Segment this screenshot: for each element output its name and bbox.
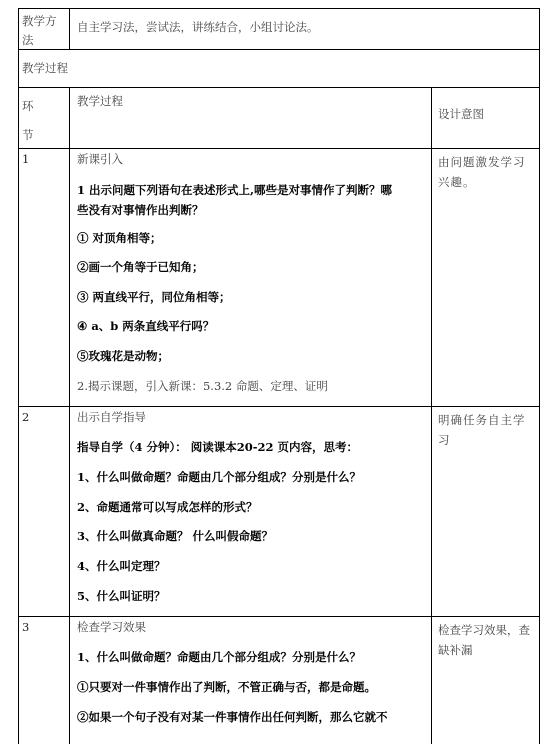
- row2-guide: 指导自学（4 分钟）： 阅读课本20-22 页内容，思考：: [77, 440, 359, 454]
- row2-item-1: 1、什么叫做命题？命题由几个部分组成？分别是什么？: [77, 470, 361, 484]
- row1-item-3: ③ 两直线平行，同位角相等；: [77, 290, 231, 304]
- row3-number: 3: [22, 620, 30, 634]
- process-title: 教学过程: [22, 61, 68, 75]
- row1-item-2: ②画一个角等于已知角；: [77, 260, 204, 274]
- table-border: [18, 8, 540, 9]
- table-border: [18, 49, 540, 50]
- table-border: [539, 8, 540, 744]
- row1-footer: 2.揭示课题，引入新课：5.3.2 命题、定理、证明: [77, 379, 328, 393]
- row1-item-1: ① 对顶角相等；: [77, 231, 162, 245]
- row1-question-line2: 些没有对事情作出判断？: [77, 203, 204, 217]
- method-value: 自主学习法，尝试法，讲练结合，小组讨论法。: [77, 20, 319, 34]
- row3-item-1: 1、什么叫做命题？命题由几个部分组成？分别是什么？: [77, 650, 361, 664]
- table-border: [18, 8, 19, 744]
- row2-intent: 明确任务自主学习: [438, 413, 526, 447]
- header-stage: 环节: [22, 99, 34, 142]
- row3-item-2: ①只要对一件事情作出了判断，不管正确与否，都是命题。: [77, 680, 376, 694]
- row2-title: 出示自学指导: [77, 410, 146, 424]
- row2-item-2: 2、命题通常可以写成怎样的形式？: [77, 500, 258, 514]
- row1-item-5: ⑤玫瑰花是动物；: [77, 349, 169, 363]
- row1-question-line1: 1 出示问题下列语句在表述形式上,哪些是对事情作了判断？哪: [77, 183, 393, 197]
- row2-number: 2: [22, 410, 30, 424]
- row1-number: 1: [22, 152, 30, 166]
- table-border: [431, 87, 432, 744]
- table-border: [18, 148, 540, 149]
- method-label: 教学方法: [22, 14, 57, 47]
- row1-item-4: ④ a、b 两条直线平行吗？: [77, 319, 215, 333]
- table-border: [18, 616, 540, 617]
- row2-item-4: 4、什么叫定理？: [77, 559, 166, 573]
- table-border: [69, 8, 70, 49]
- row1-title: 新课引入: [77, 152, 123, 166]
- row1-intent: 由问题激发学习兴趣。: [438, 155, 526, 189]
- row3-title: 检查学习效果: [77, 620, 146, 634]
- row3-intent: 检查学习效果，查缺补漏: [438, 623, 530, 657]
- table-border: [69, 87, 70, 744]
- table-border: [18, 87, 540, 88]
- header-intent: 设计意图: [438, 107, 484, 121]
- row3-item-3: ②如果一个句子没有对某一件事情作出任何判断，那么它就不: [77, 710, 388, 724]
- row2-item-5: 5、什么叫证明？: [77, 589, 166, 603]
- table-border: [18, 406, 540, 407]
- row2-item-3: 3、什么叫做真命题？ 什么叫假命题？: [77, 529, 274, 543]
- header-process: 教学过程: [77, 94, 123, 108]
